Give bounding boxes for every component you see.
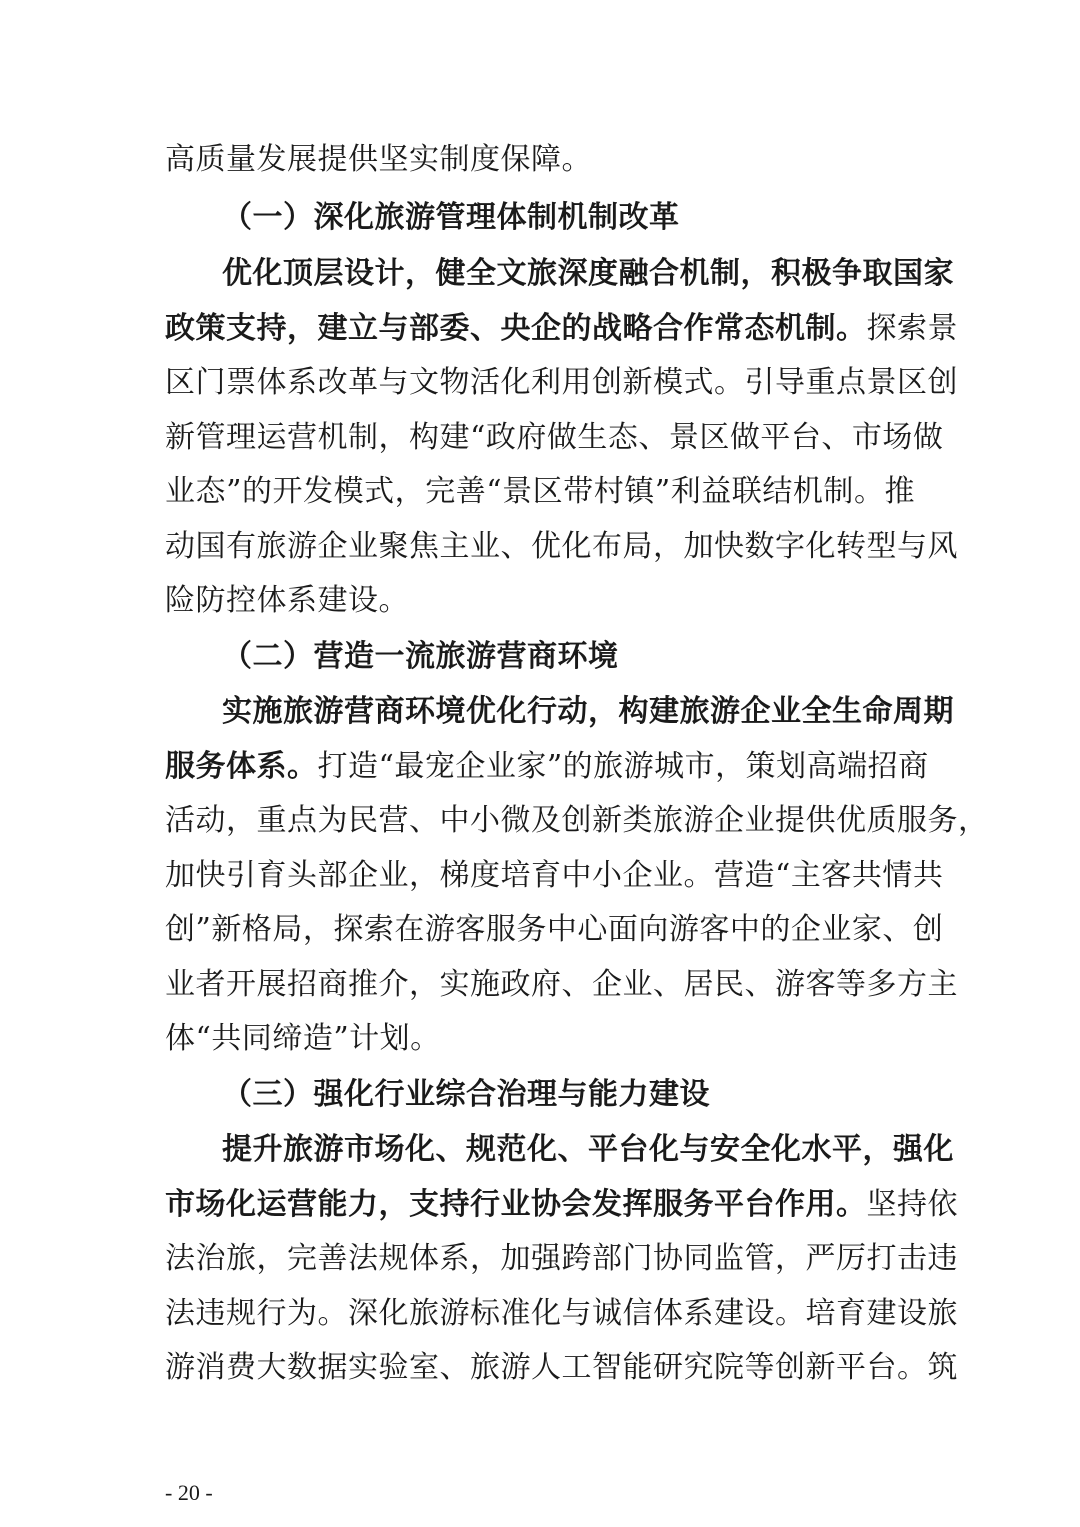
bold-text: 政策支持，建立与部委、央企的战略合作常态机制。 <box>165 311 867 346</box>
bold-text: 实施旅游营商环境优化行动，构建旅游企业全生命周期 <box>222 694 954 729</box>
page-number: - 20 - <box>165 1480 213 1505</box>
section-heading-3: （三）强化行业综合治理与能力建设 <box>222 1077 710 1112</box>
body-text-line: 体“共同缔造”计划。 <box>165 1021 441 1056</box>
bold-text: 提升旅游市场化、规范化、平台化与安全化水平，强化 <box>222 1132 954 1167</box>
bold-text: 服务体系。 <box>165 749 318 784</box>
body-text-line: 动国有旅游企业聚焦主业、优化布局，加快数字化转型与风 <box>165 529 958 564</box>
regular-text: 探索景 <box>866 311 958 346</box>
body-text-line: 活动，重点为民营、中小微及创新类旅游企业提供优质服务， <box>165 803 989 838</box>
regular-text: 打造“最宠企业家”的旅游城市，策划高端招商 <box>317 749 929 784</box>
body-text-line: 区门票体系改革与文物活化利用创新模式。引导重点景区创 <box>165 365 958 400</box>
body-text-line: 法治旅，完善法规体系，加强跨部门协同监管，严厉打击违 <box>165 1241 958 1276</box>
lead-sentence-bold <box>222 685 954 739</box>
section-heading-1: （一）深化旅游管理体制机制改革 <box>222 200 680 235</box>
body-text-line: 游消费大数据实验室、旅游人工智能研究院等创新平台。筑 <box>165 1350 958 1385</box>
body-text-line: 高质量发展提供坚实制度保障。 <box>165 142 592 177</box>
body-text-line: 险防控体系建设。 <box>165 583 409 618</box>
body-text-line: 加快引育头部企业，梯度培育中小企业。营造“主客共情共 <box>165 858 944 893</box>
body-text-line: 法违规行为。深化旅游标准化与诚信体系建设。培育建设旅 <box>165 1296 958 1331</box>
lead-sentence-bold <box>222 247 954 301</box>
regular-text: 坚持依 <box>866 1187 958 1222</box>
bold-text: 市场化运营能力，支持行业协会发挥服务平台作用。 <box>165 1187 867 1222</box>
body-text-line: 创”新格局，探索在游客服务中心面向游客中的企业家、创 <box>165 912 944 947</box>
bold-text: 优化顶层设计，健全文旅深度融合机制，积极争取国家 <box>222 256 954 291</box>
body-text-line: 业者开展招商推介，实施政府、企业、居民、游客等多方主 <box>165 967 958 1002</box>
section-heading-2: （二）营造一流旅游营商环境 <box>222 639 619 674</box>
body-text-line <box>165 740 929 794</box>
body-text-line: 业态”的开发模式，完善“景区带村镇”利益联结机制。推 <box>165 474 915 509</box>
body-text-line: 新管理运营机制，构建“政府做生态、景区做平台、市场做 <box>165 420 944 455</box>
lead-sentence-bold <box>222 1123 954 1177</box>
body-text-line <box>165 1178 958 1232</box>
body-text-line <box>165 302 958 356</box>
